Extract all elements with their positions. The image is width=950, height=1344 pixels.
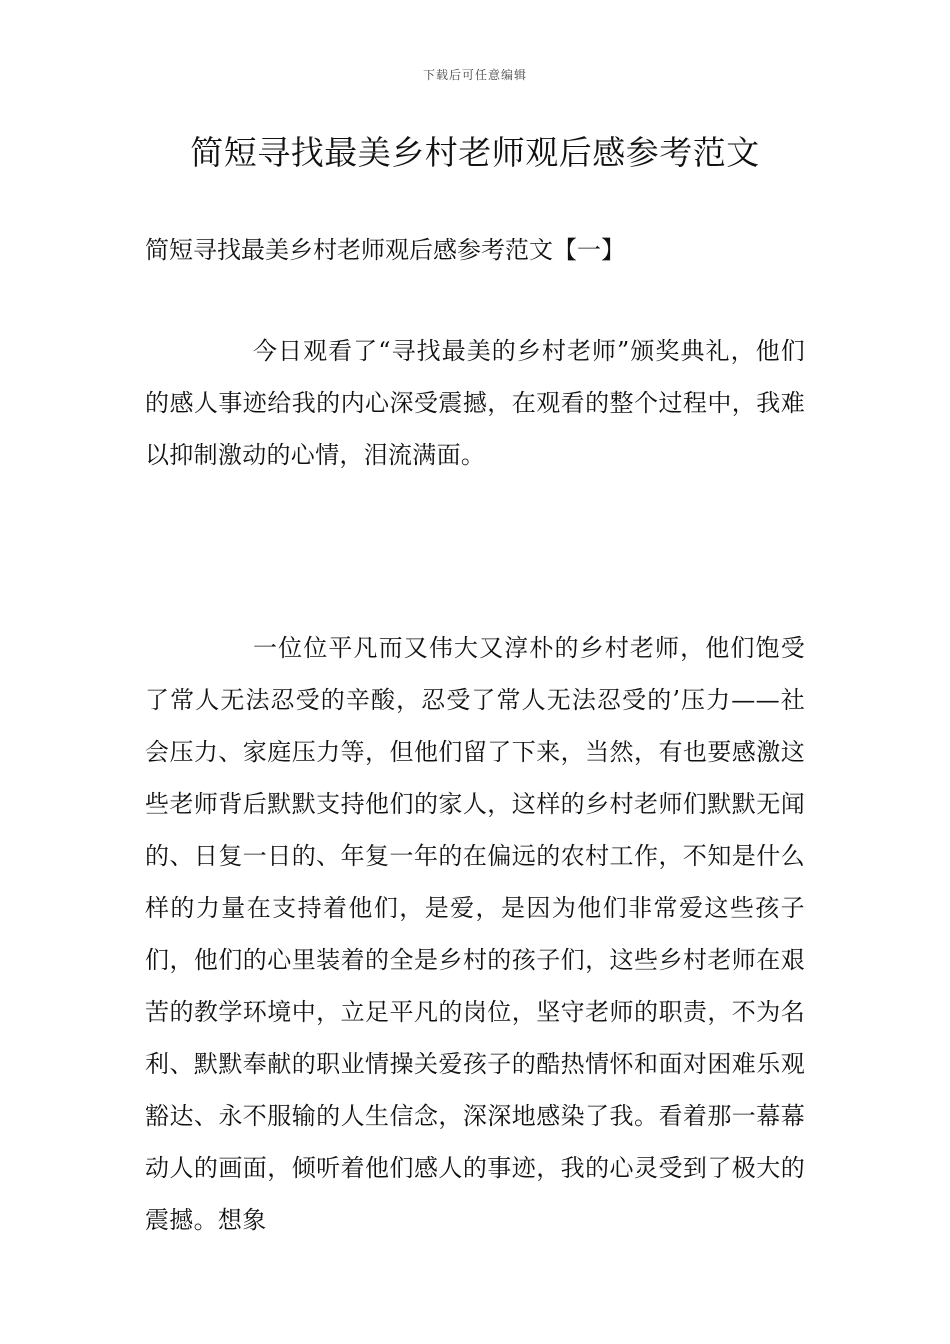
header-note: 下载后可任意编辑 [422,68,527,82]
section-heading: 简短寻找最美乡村老师观后感参考范文【一】 [145,236,625,264]
body-paragraph: 一位位平凡而又伟大又淳朴的乡村老师，他们饱受了常人无法忍受的辛酸，忍受了常人无法忍受的’压力——社会压力、家庭压力等，但他们留了下来，当然，有也要感激这些老师背后默默支持他们的家人，这样的乡村老师们默默无闻的、日复一日的、年复一年的在偏远的农村工作，不知是什么样的力量在支持着他们，是爱，是因为他们非常爱这些孩子们，他们的心里装着的全是乡村的孩子们，这些乡村老师在艰苦的教学环境中，立足平凡的岗位，坚守老师的职责，不为名利、默默奉献的职业情操关爱孩子的酷热情怀和面对困难乐观豁达、永不服输的人生信念，深深地感染了我。看着那一幕幕动人的画面，倾听着他们感人的事迹，我的心灵受到了极大的震撼。想象 [145,634,805,1234]
document-title: 简短寻找最美乡村老师观后感参考范文 [190,133,760,172]
body-paragraph: 今日观看了“寻找最美的乡村老师”颁奖典礼，他们的感人事迹给我的内心深受震撼，在观看的整个过程中，我难以抑制激动的心情，泪流满面。 [145,337,805,469]
